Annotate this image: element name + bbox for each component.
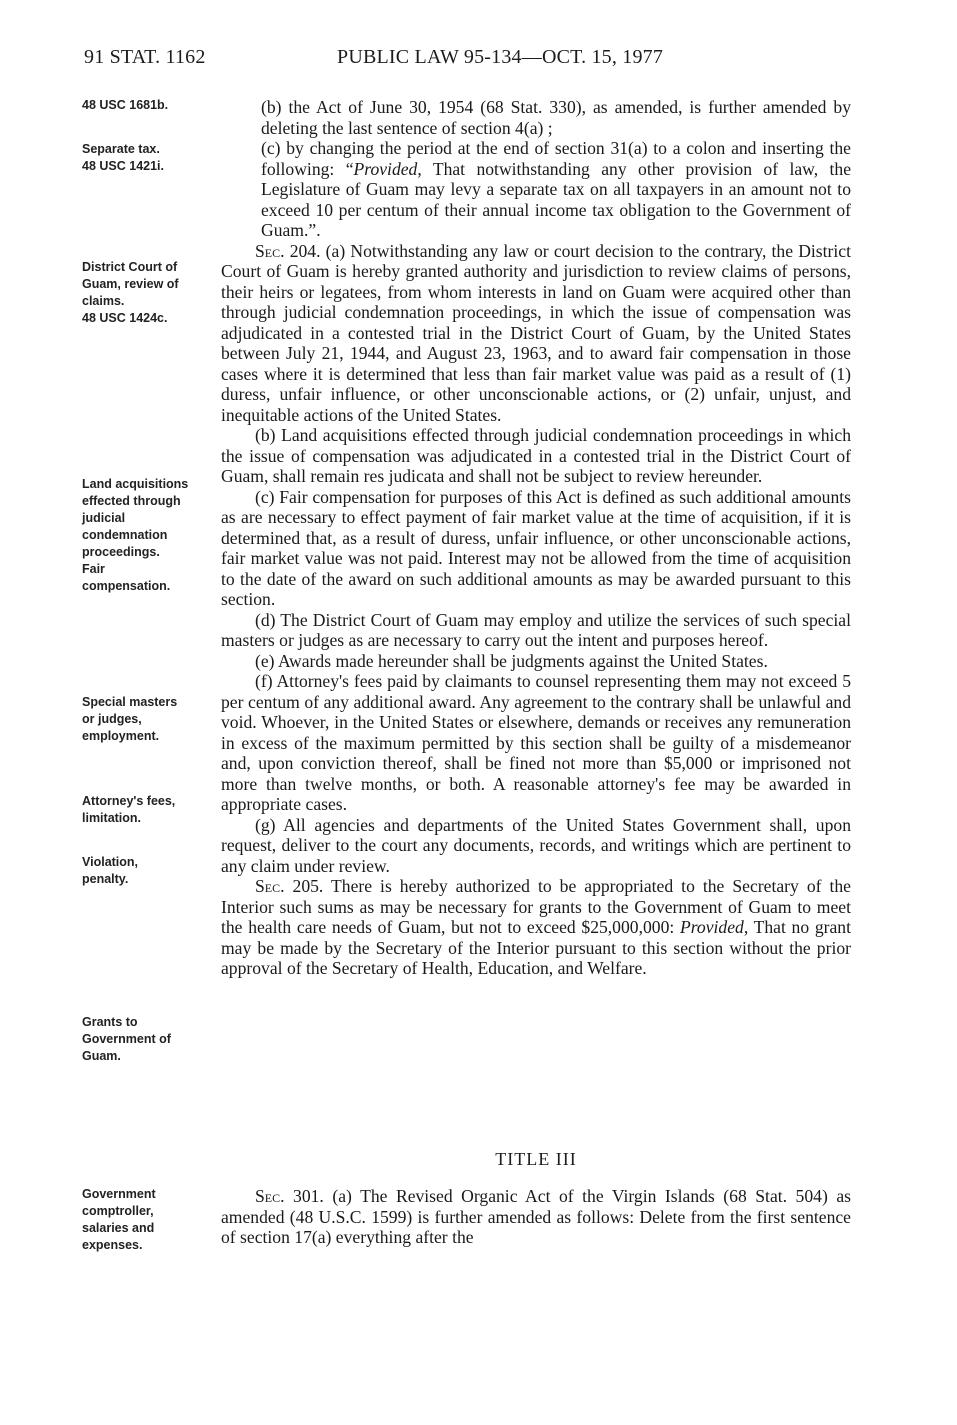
- margin-note-grants-to-guam: [82, 1014, 212, 1065]
- note-line: Special masters: [82, 695, 178, 709]
- text-run: (a) Notwithstanding any law or court decision to the contrary, the District Court of Guam is hereby granted authority and jurisdiction to review claims of persons, their heirs or legatees, from whom interests in land on Guam were acquired other than through judicial condemnation proceedings, in which the issue of compensation was adjudicated in a contested trial in the District Court of Guam, by the United States between July 21, 1944, and August 23, 1963, and to award fair compensation in those cases where it is determined that less than fair market value was paid as a result of (1) duress, unfair influence, or other unconscionable actions, or (2) unfair, unjust, and inequitable actions of the United States.: [221, 240, 851, 425]
- note-line: 48 USC 1421i.: [82, 159, 164, 173]
- note-line: Attorney's fees,: [82, 794, 176, 808]
- note-line: judicial: [82, 511, 126, 525]
- note-line: penalty.: [82, 872, 129, 886]
- note-line: Government of: [82, 1032, 171, 1046]
- section-204-g: (g) All agencies and departments of the United States Government shall, upon request, deliver to the court any documents, records, and writings which are pertinent to any claim under review.: [221, 814, 851, 876]
- note-line: Separate tax.: [82, 142, 160, 156]
- section-205: [221, 876, 851, 979]
- note-line: compensation.: [82, 579, 171, 593]
- title-iii-heading: TITLE III: [495, 1149, 577, 1169]
- statute-page-number: 91 STAT. 1162: [84, 46, 206, 68]
- note-line: Government: [82, 1187, 156, 1201]
- note-line: Fair: [82, 562, 105, 576]
- section-204-a: [221, 241, 851, 426]
- note-line: Land acquisitions: [82, 477, 189, 491]
- section-204-d: (d) The District Court of Guam may employ and utilize the services of such special masters or judges as are necessary to carry out the intent and purposes hereof.: [221, 609, 851, 650]
- section-204-c: (c) Fair compensation for purposes of this Act is defined as such additional amounts as are necessary to effect payment of fair market value at the time of acquisition, if it is determined that, as a result of duress, unfair influence, or other unconscionable actions, fair market value was not paid. Interest may not be allowed from the time of acquisition to the date of the award on such additional amounts as may be awarded pursuant to this section.: [221, 486, 851, 609]
- margin-note-separate-tax: [82, 141, 212, 175]
- section-301-a: [221, 1186, 851, 1248]
- statute-body-text: [221, 97, 851, 979]
- note-line: Guam.: [82, 1049, 121, 1063]
- note-line: or judges,: [82, 712, 142, 726]
- note-line: Violation,: [82, 855, 139, 869]
- section-204-f: (f) Attorney's fees paid by claimants to counsel representing them may not exceed 5 per centum of any additional award. Any agreement to the contrary shall be unlawful and void. Whoever, in the United States or elsewhere, demands or receives any remuneration in excess of the maximum permitted by this section shall be guilty of a misdemeanor and, upon conviction thereof, shall be fined not more than $5,000 or imprisoned not more than twelve months, or both. A reasonable attorney's fee may be awarded in appropriate cases.: [221, 671, 851, 814]
- paragraph-c-separate-tax: [221, 138, 851, 241]
- section-204-b: (b) Land acquisitions effected through judicial condemnation proceedings in which the issue of compensation was adjudicated in a contested trial in the District Court of Guam, shall remain res judicata and shall not be subject to review hereunder.: [221, 425, 851, 486]
- note-line: District Court of: [82, 260, 178, 274]
- margin-note-usc-1681b: [82, 97, 212, 114]
- note-line: 48 USC 1424c.: [82, 311, 168, 325]
- note-line: limitation.: [82, 811, 142, 825]
- note-line: proceedings.: [82, 545, 160, 559]
- text-run: (c) by changing the period at the end of section 31(a) to a colon and inserting the following: “: [261, 138, 851, 179]
- note-line: employment.: [82, 729, 160, 743]
- margin-note-district-court-review: [82, 259, 212, 327]
- section-204-e: (e) Awards made hereunder shall be judgments against the United States.: [255, 650, 768, 671]
- margin-note-attorneys-fees: [82, 793, 212, 827]
- text-run: , That no grant may be made by the Secretary of the Interior pursuant to this section without the prior approval of the Secretary of Health, Education, and Welfare.: [221, 917, 851, 978]
- text-run: (a) The Revised Organic Act of the Virgin Islands (68 Stat. 504) as amended (48 U.S.C. 1599) is further amended as follows: Delete from the first sentence of section 17(a) everything after the: [221, 1186, 851, 1247]
- section-label: Sec. 301.: [255, 1186, 324, 1206]
- public-law-title: PUBLIC LAW 95-134—OCT. 15, 1977: [337, 46, 664, 68]
- note-line: salaries and: [82, 1221, 155, 1235]
- provided-italic: Provided: [679, 917, 744, 937]
- paragraph-b-act-1954: (b) the Act of June 30, 1954 (68 Stat. 330), as amended, is further amended by deleting the last sentence of section 4(a) ;: [261, 97, 851, 138]
- page-header: [0, 46, 957, 76]
- note-line: condemnation: [82, 528, 168, 542]
- note-line: comptroller,: [82, 1204, 154, 1218]
- provided-italic: Provided: [353, 158, 418, 179]
- note-line: effected through: [82, 494, 181, 508]
- section-label: Sec. 204.: [255, 240, 321, 261]
- section-301-block: [221, 1186, 851, 1248]
- note-line: Grants to: [82, 1015, 138, 1029]
- note-line: 48 USC 1681b.: [82, 98, 169, 112]
- note-line: expenses.: [82, 1238, 143, 1252]
- margin-note-land-acquisitions: [82, 476, 212, 595]
- margin-note-government-comptroller: [82, 1186, 212, 1254]
- note-line: claims.: [82, 294, 125, 308]
- note-line: Guam, review of: [82, 277, 179, 291]
- text-run: , That notwithstanding any other provision of law, the Legislature of Guam may levy a separate tax on all taxpayers in an amount not to exceed 10 per centum of their annual income tax obligation to the Government of Guam.”.: [261, 158, 852, 240]
- margin-note-special-masters: [82, 694, 212, 745]
- margin-note-violation-penalty: [82, 854, 212, 888]
- section-label: Sec. 205.: [255, 876, 324, 896]
- text-run: There is hereby authorized to be appropriated to the Secretary of the Interior such sums as may be necessary for grants to the Government of Guam to meet the health care needs of Guam, but not to exceed $25,000,000:: [221, 876, 851, 937]
